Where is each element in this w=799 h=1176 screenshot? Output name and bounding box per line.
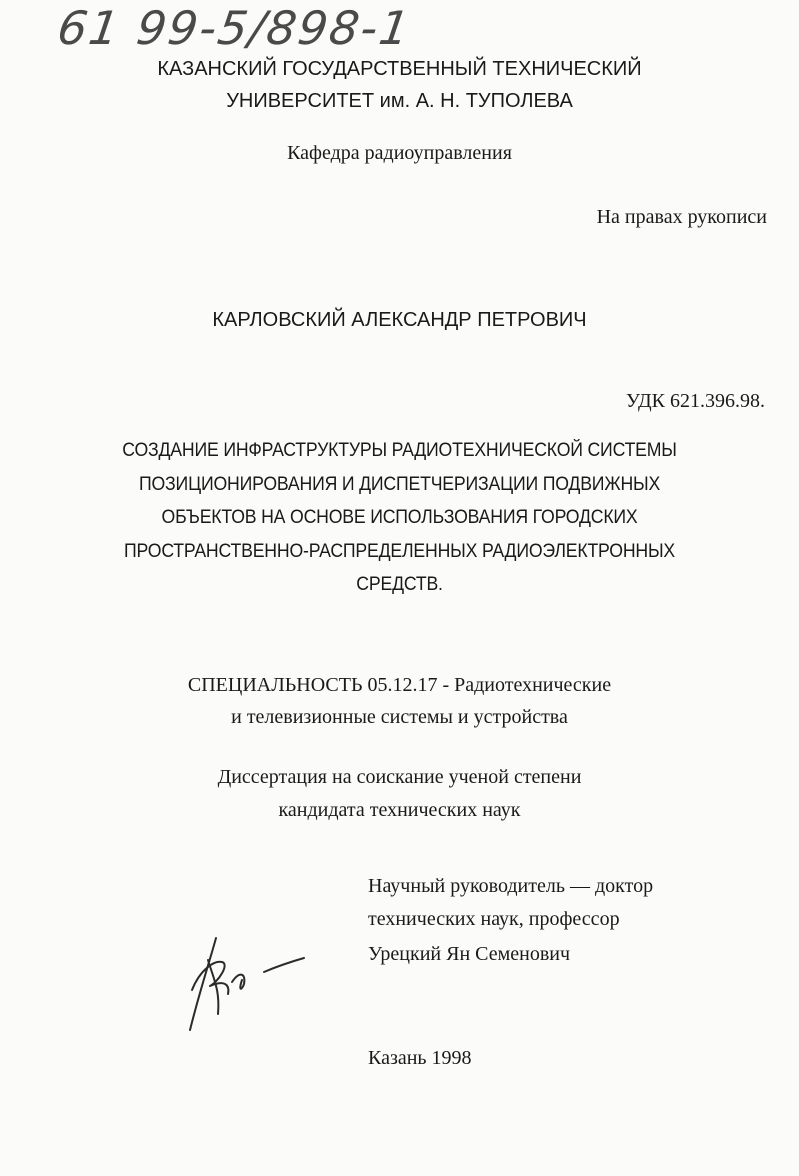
- thesis-title-line: ПОЗИЦИОНИРОВАНИЯ И ДИСПЕТЧЕРИЗАЦИИ ПОДВИЖНЫХ: [138, 474, 661, 495]
- specialty-line1: СПЕЦИАЛЬНОСТЬ 05.12.17 - Радиотехнические: [187, 674, 612, 696]
- archive-code-handwritten: 61 99-5/898-1: [54, 1, 415, 55]
- supervisor-name: Урецкий Ян Семенович: [368, 943, 571, 965]
- manuscript-rights: На правах рукописи: [596, 206, 767, 228]
- specialty-line2: и телевизионные системы и устройства: [231, 706, 568, 728]
- supervisor-signature: [170, 930, 310, 1040]
- udk-code: УДК 621.396.98.: [625, 390, 765, 412]
- university-name-line1: КАЗАНСКИЙ ГОСУДАРСТВЕННЫЙ ТЕХНИЧЕСКИЙ: [157, 58, 642, 80]
- thesis-title-line: ПРОСТРАНСТВЕННО-РАСПРЕДЕЛЕННЫХ РАДИОЭЛЕКТРОННЫХ: [124, 541, 676, 562]
- university-name-line2: УНИВЕРСИТЕТ им. А. Н. ТУПОЛЕВА: [226, 90, 573, 112]
- dissertation-line1: Диссертация на соискание ученой степени: [217, 766, 582, 788]
- dissertation-line2: кандидата технических наук: [278, 799, 521, 821]
- thesis-title-line: ОБЪЕКТОВ НА ОСНОВЕ ИСПОЛЬЗОВАНИЯ ГОРОДСКИХ: [161, 507, 638, 528]
- supervisor-line2: технических наук, профессор: [368, 908, 620, 930]
- department-name: Кафедра радиоуправления: [287, 142, 512, 164]
- author-name: КАРЛОВСКИЙ АЛЕКСАНДР ПЕТРОВИЧ: [212, 309, 587, 331]
- thesis-title-line: СОЗДАНИЕ ИНФРАСТРУКТУРЫ РАДИОТЕХНИЧЕСКОЙ СИСТЕМЫ: [122, 440, 677, 461]
- thesis-title-line: СРЕДСТВ.: [356, 574, 443, 595]
- supervisor-line1: Научный руководитель — доктор: [368, 875, 654, 897]
- place-and-year: Казань 1998: [368, 1047, 472, 1069]
